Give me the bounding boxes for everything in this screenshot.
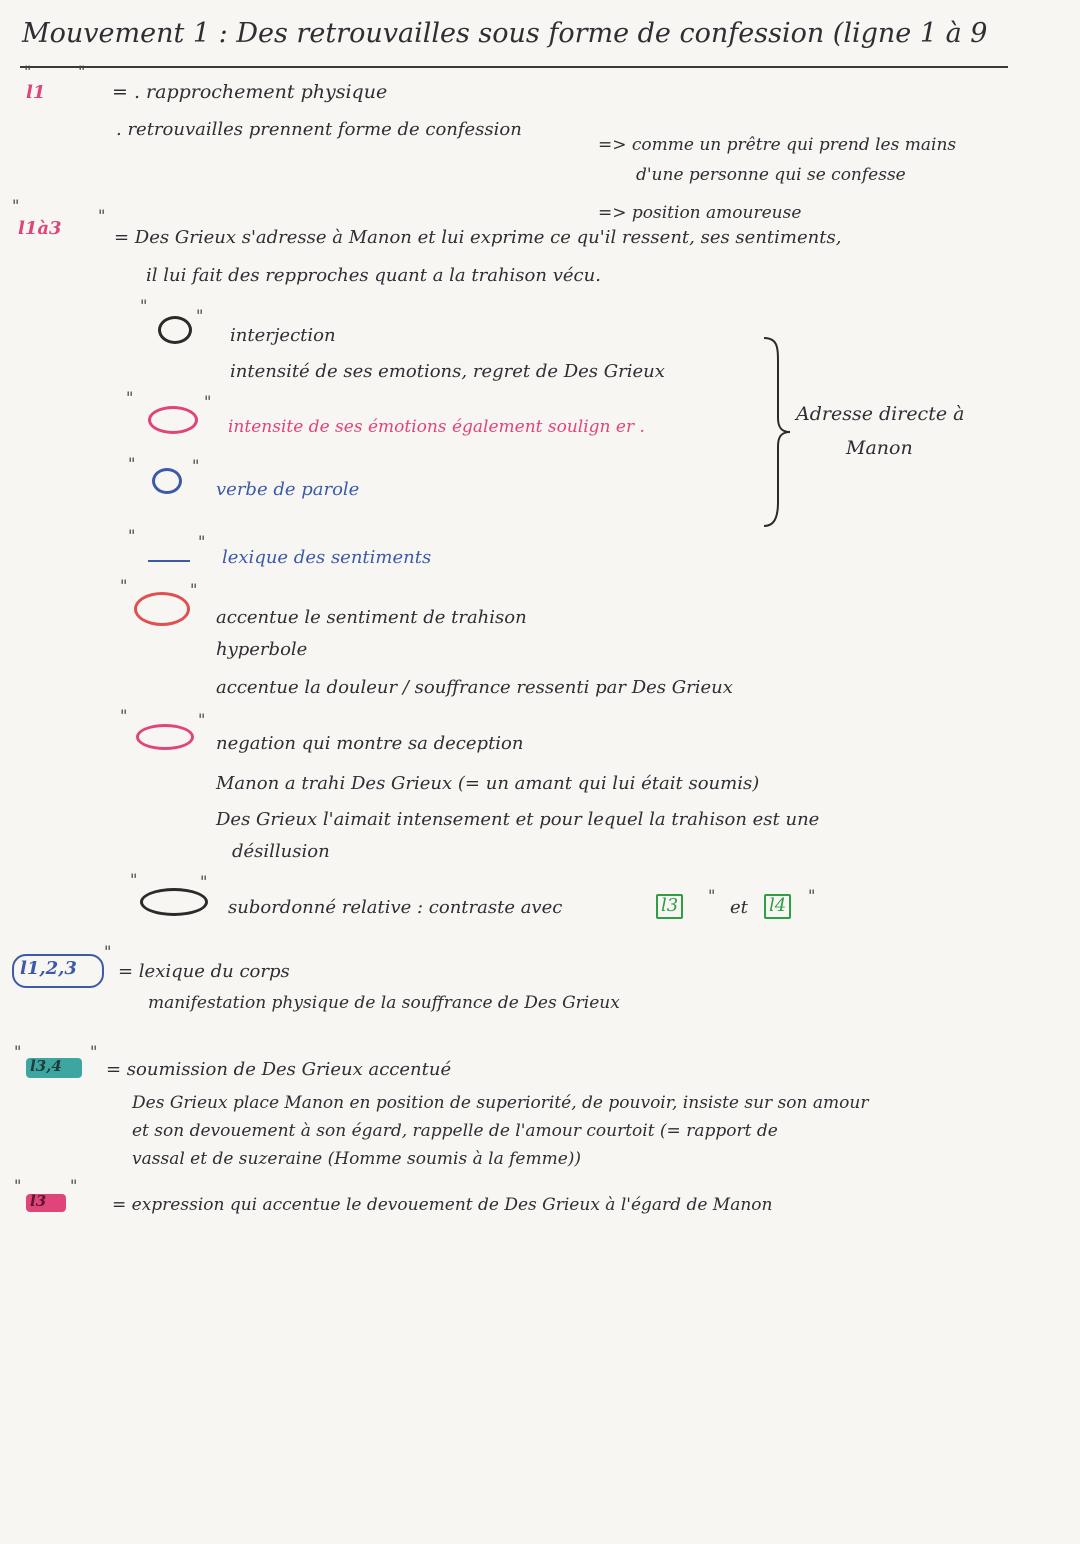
quote-mark: " (128, 454, 136, 473)
quote-mark: " (14, 1042, 22, 1061)
quote-mark: " (190, 580, 198, 599)
quote-mark: " (78, 62, 86, 81)
line-ref-l4: l4 (764, 894, 791, 919)
annotation-2-line-1: intensite de ses émotions également soulign er . (228, 417, 645, 437)
line-tag-l123: l1,2,3 (20, 958, 77, 979)
quote-mark: " (140, 296, 148, 315)
line-ref-l3: l3 (656, 894, 683, 919)
annotation-6-line-4: désillusion (232, 841, 330, 862)
line-tag-l34: l3,4 (30, 1057, 62, 1075)
section1-line1: = . rapprochement physique (112, 81, 388, 103)
section1-arrow1-cont: d'une personne qui se confesse (636, 165, 906, 185)
section1-line2: . retrouvailles prennent forme de confession (116, 119, 522, 140)
section2-line1: = Des Grieux s'adresse à Manon et lui exprime ce qu'il ressent, ses sentiments, (114, 227, 842, 248)
quote-mark: " (90, 1042, 98, 1061)
quote-mark: " (98, 206, 106, 225)
section5-line1: = expression qui accentue le devouement de Des Grieux à l'égard de Manon (112, 1195, 773, 1215)
quote-mark: " (808, 886, 816, 905)
black-circle-marker (158, 316, 192, 344)
quote-mark: " (708, 886, 716, 905)
line-tag-l1: l1 (26, 82, 46, 103)
brace-label-line-2: Manon (846, 437, 913, 459)
annotation-6-line-1: negation qui montre sa deception (216, 733, 524, 754)
curly-brace (762, 334, 792, 530)
section1-arrow2: => position amoureuse (598, 203, 802, 223)
annotation-5-line-3: accentue la douleur / souffrance ressenti par Des Grieux (216, 677, 733, 698)
red-circle-marker (134, 592, 190, 626)
quote-mark: " (198, 532, 206, 551)
quote-mark: " (198, 710, 206, 729)
blue-underline-marker (148, 560, 190, 562)
quote-mark: " (192, 456, 200, 475)
line-tag-l3: l3 (30, 1192, 47, 1210)
brace-label-line-1: Adresse directe à (796, 403, 965, 425)
blue-circle-marker (152, 468, 182, 494)
section3-line2: manifestation physique de la souffrance de Des Grieux (148, 993, 620, 1013)
line-tag-l1a3: l1à3 (18, 218, 62, 239)
title-underline (20, 66, 1008, 68)
annotation-6-line-3: Des Grieux l'aimait intensement et pour lequel la trahison est une (216, 809, 820, 830)
annotation-7-line-1: subordonné relative : contraste avec (228, 897, 563, 918)
annotation-5-line-2: hyperbole (216, 639, 308, 660)
quote-mark: " (130, 870, 138, 889)
pink-circle-marker (148, 406, 198, 434)
section4-line2: Des Grieux place Manon en position de superiorité, de pouvoir, insiste sur son amour (132, 1093, 869, 1113)
quote-mark: " (14, 1176, 22, 1195)
section4-line4: vassal et de suzeraine (Homme soumis à la femme)) (132, 1149, 582, 1169)
annotation-5-line-1: accentue le sentiment de trahison (216, 607, 527, 628)
section4-line1: = soumission de Des Grieux accentué (106, 1059, 452, 1080)
annotation-4-line-1: lexique des sentiments (222, 547, 432, 568)
quote-mark: " (200, 872, 208, 891)
black-oval-marker (140, 888, 208, 916)
quote-mark: " (70, 1176, 78, 1195)
annotation-1-line-1: interjection (230, 325, 336, 346)
quote-mark: " (126, 388, 134, 407)
section3-line1: = lexique du corps (118, 961, 290, 982)
quote-mark: " (204, 392, 212, 411)
quote-mark: " (128, 526, 136, 545)
section4-line3: et son devouement à son égard, rappelle de l'amour courtoit (= rapport de (132, 1121, 778, 1141)
annotation-6-line-2: Manon a trahi Des Grieux (= un amant qui lui était soumis) (216, 773, 760, 794)
section1-arrow1: => comme un prêtre qui prend les mains (598, 135, 957, 155)
quote-mark: " (24, 62, 32, 81)
quote-mark: " (196, 306, 204, 325)
quote-mark: " (12, 196, 20, 215)
annotation-1-line-2: intensité de ses emotions, regret de Des Grieux (230, 361, 665, 382)
pink-circle-marker (136, 724, 194, 750)
annotation-7-and: et (730, 897, 748, 918)
quote-mark: " (104, 942, 112, 961)
annotation-3-line-1: verbe de parole (216, 479, 360, 500)
section2-line2: il lui fait des repproches quant a la trahison vécu. (146, 265, 601, 286)
quote-mark: " (120, 576, 128, 595)
quote-mark: " (120, 706, 128, 725)
page-title: Mouvement 1 : Des retrouvailles sous forme de confession (ligne 1 à 9 (22, 18, 988, 49)
